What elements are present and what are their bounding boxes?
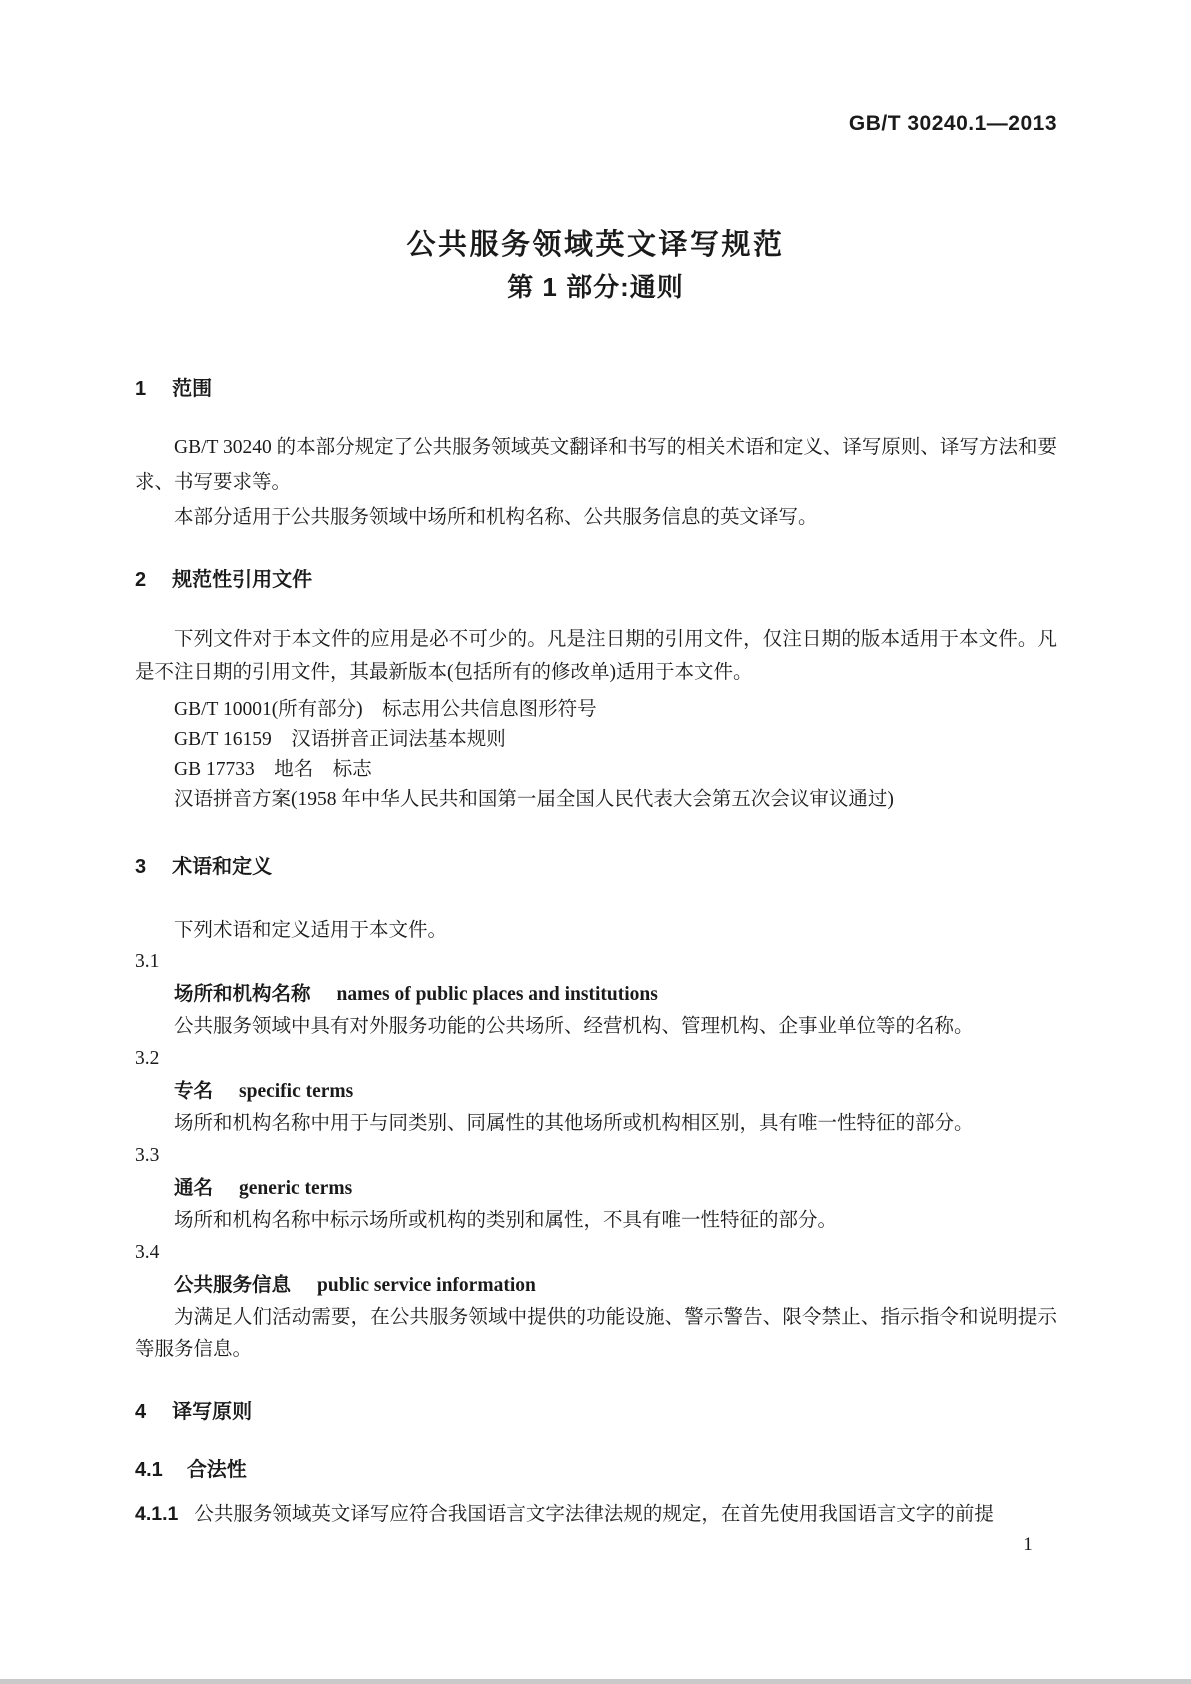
clause-4-1-1-text: 公共服务领域英文译写应符合我国语言文字法律法规的规定，在首先使用我国语言文字的前提 (194, 1504, 994, 1525)
section-3-intro: 下列术语和定义适用于本文件。 (174, 920, 448, 941)
scan-edge-stripe (0, 1679, 1191, 1684)
section-1-title: 范围 (172, 378, 213, 400)
term-english: specific terms (239, 1081, 354, 1102)
section-1-number: 1 (135, 378, 147, 400)
section-4-number: 4 (135, 1401, 147, 1423)
section-3-number: 3 (135, 856, 147, 878)
term-definition: 公共服务领域中具有对外服务功能的公共场所、经营机构、管理机构、企事业单位等的名称。 (174, 1016, 974, 1037)
reference-item: 汉语拼音方案(1958 年中华人民共和国第一届全国人民代表大会第五次会议审议通过) (174, 789, 894, 810)
reference-item: GB/T 16159 汉语拼音正词法基本规则 (174, 729, 506, 750)
clause-4-1-1 (135, 1499, 1057, 1530)
document-body (135, 374, 1057, 1530)
normative-references-list (135, 695, 1057, 815)
section-4-heading (135, 1397, 1057, 1427)
section-4-title: 译写原则 (172, 1401, 253, 1423)
term-definition: 场所和机构名称中用于与同类别、同属性的其他场所或机构相区别，具有唯一性特征的部分。 (174, 1113, 974, 1134)
term-block (135, 1043, 1057, 1140)
term-number: 3.2 (135, 1048, 160, 1069)
section-2-title: 规范性引用文件 (172, 569, 313, 591)
term-number: 3.3 (135, 1145, 160, 1166)
term-chinese: 公共服务信息 (174, 1274, 292, 1296)
term-english: generic terms (239, 1178, 353, 1199)
section-4-1-title: 合法性 (186, 1459, 247, 1481)
term-definition: 场所和机构名称中标示场所或机构的类别和属性，不具有唯一性特征的部分。 (174, 1210, 838, 1231)
terms-list (135, 946, 1057, 1366)
clause-4-1-1-number: 4.1.1 (135, 1503, 179, 1525)
term-number: 3.1 (135, 951, 160, 972)
section-4-1-heading (135, 1455, 1057, 1485)
term-block (135, 946, 1057, 1043)
term-chinese: 专名 (174, 1080, 214, 1102)
term-chinese: 场所和机构名称 (174, 983, 311, 1005)
term-number: 3.4 (135, 1242, 160, 1263)
title-block (0, 228, 1191, 302)
reference-item: GB/T 10001(所有部分) 标志用公共信息图形符号 (174, 699, 597, 720)
doc-subtitle: 第 1 部分:通则 (507, 272, 684, 302)
section-1-paragraph-1: GB/T 30240 的本部分规定了公共服务领域英文翻译和书写的相关术语和定义、译写原则、译写方法和要求、书写要求等。 (135, 437, 1057, 493)
section-1-paragraph-2: 本部分适用于公共服务领域中场所和机构名称、公共服务信息的英文译写。 (174, 507, 818, 528)
term-block (135, 1237, 1057, 1366)
section-2-heading (135, 565, 1057, 595)
section-3-heading (135, 852, 1057, 882)
term-chinese: 通名 (174, 1177, 214, 1199)
doc-title: 公共服务领域英文译写规范 (406, 229, 785, 261)
doc-number: GB/T 30240.1—2013 (848, 112, 1057, 135)
reference-item: GB 17733 地名 标志 (174, 759, 372, 780)
section-4-1-number: 4.1 (135, 1459, 163, 1481)
term-english: public service information (317, 1275, 536, 1296)
term-english: names of public places and institutions (336, 984, 658, 1005)
term-title (135, 1172, 1057, 1205)
page-number: 1 (1023, 1534, 1033, 1555)
term-title (135, 1075, 1057, 1108)
section-2-paragraph-1: 下列文件对于本文件的应用是必不可少的。凡是注日期的引用文件，仅注日期的版本适用于本文件。凡是不注日期的引用文件，其最新版本(包括所有的修改单)适用于本文件。 (135, 629, 1057, 683)
term-block (135, 1140, 1057, 1237)
term-title (135, 1269, 1057, 1302)
term-definition: 为满足人们活动需要，在公共服务领域中提供的功能设施、警示警告、限令禁止、指示指令和说明提示等服务信息。 (135, 1307, 1057, 1360)
section-1-heading (135, 374, 1057, 404)
section-2-number: 2 (135, 569, 147, 591)
section-3-title: 术语和定义 (172, 856, 273, 878)
term-title (135, 978, 1057, 1011)
